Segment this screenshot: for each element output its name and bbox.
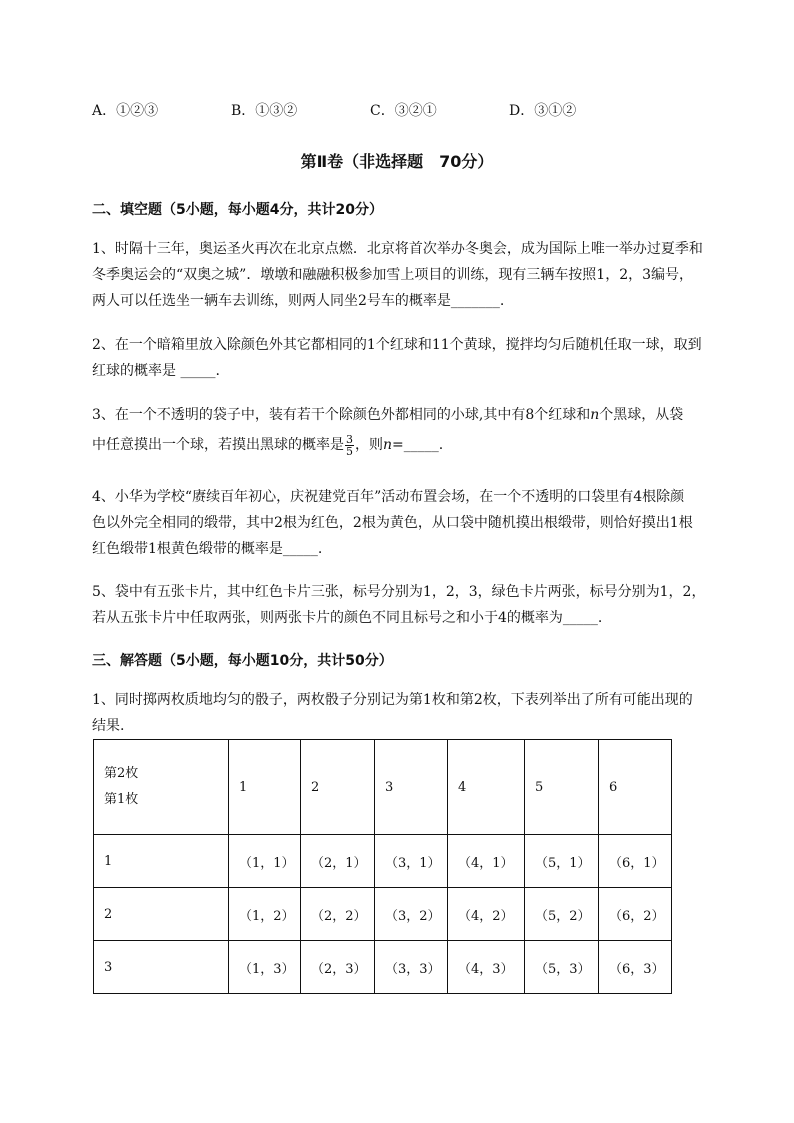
- table-cell: （3，1）: [375, 835, 448, 888]
- table-cell: （4，3）: [448, 941, 525, 994]
- table-cell: （1，1）: [229, 835, 301, 888]
- fill-q1-line1: 1、时隔十三年，奥运圣火再次在北京点燃．北京将首次举办冬奥会，成为国际上唯一举办过夏季和: [92, 241, 703, 257]
- fill-question-4: [92, 484, 712, 562]
- fill-question-1: [92, 236, 712, 314]
- table-cell: （5，3）: [525, 941, 599, 994]
- fill-q3-text-a: 3、在一个不透明的袋子中，装有若干个除颜色外都相同的小球,其中有8个红球和: [92, 407, 591, 423]
- probability-fraction: [345, 434, 354, 457]
- choice-d: D．③①②: [509, 103, 577, 119]
- table-row-label: 1: [94, 835, 229, 888]
- table-row: [94, 835, 672, 888]
- fill-q1-line2: 冬季奥运会的“双奥之城”．墩墩和融融积极参加雪上项目的训练，现有三辆车按照1，2，3编号，: [92, 267, 694, 283]
- fill-q4-line2: 色以外完全相同的缎带，其中2根为红色，2根为黄色，从口袋中随机摸出根缎带，则恰好摸出1根: [92, 515, 693, 531]
- table-header-cell: 3: [375, 740, 448, 835]
- table-cell: （1，3）: [229, 941, 301, 994]
- choice-c: C．③②①: [370, 103, 437, 119]
- table-cell: （5，2）: [525, 888, 599, 941]
- fill-q3-text-e: =_____.: [392, 437, 444, 453]
- table-header-row: [94, 740, 672, 835]
- fill-question-2: [92, 332, 712, 384]
- fill-q4-line1: 4、小华为学校“赓续百年初心，庆祝建党百年”活动布置会场，在一个不透明的口袋里有4根除颜: [92, 489, 685, 505]
- table-header-cell: 5: [525, 740, 599, 835]
- table-cell: （4，1）: [448, 835, 525, 888]
- answer-q1-line1: 1、同时掷两枚质地均匀的骰子，两枚骰子分别记为第1枚和第2枚，下表列举出了所有可能出现的: [92, 692, 693, 708]
- table-cell: （4，2）: [448, 888, 525, 941]
- table-row: [94, 941, 672, 994]
- table-cell: （6，1）: [599, 835, 672, 888]
- table-cell: （2，3）: [301, 941, 375, 994]
- corner-second-die: 第2枚: [104, 766, 139, 781]
- table-cell: （2，2）: [301, 888, 375, 941]
- fill-q3-line1: [92, 400, 712, 430]
- fill-q3-line2: [92, 430, 712, 460]
- variable-n: n: [590, 407, 600, 423]
- corner-first-die: 第1枚: [104, 792, 139, 807]
- answer-q1-line2: 结果.: [92, 718, 125, 734]
- fraction-denominator: 5: [346, 444, 353, 458]
- dice-outcome-table: [93, 739, 672, 994]
- fill-q3-text-d: ，则: [355, 437, 383, 453]
- table-header-cell: 6: [599, 740, 672, 835]
- fill-q4-line3: 红色缎带1根黄色缎带的概率是_____.: [92, 541, 323, 557]
- fill-q5-line1: 5、袋中有五张卡片，其中红色卡片三张，标号分别为1，2，3，绿色卡片两张，标号分别为1，2，: [92, 584, 706, 600]
- table-cell: （6，2）: [599, 888, 672, 941]
- table-header-cell: 2: [301, 740, 375, 835]
- part-title: 第Ⅱ卷（非选择题 70分）: [300, 152, 494, 171]
- table-header-cell: 4: [448, 740, 525, 835]
- fraction-numerator: 3: [346, 432, 353, 446]
- fill-question-5: [92, 579, 712, 631]
- answer-question-1: [92, 687, 712, 739]
- answer-section-heading: 三、解答题（5小题，每小题10分，共计50分）: [92, 653, 393, 669]
- table-cell: （2，1）: [301, 835, 375, 888]
- fill-q3-text-c: 中任意摸出一个球，若摸出黑球的概率是: [92, 437, 344, 453]
- table-row-label: 2: [94, 888, 229, 941]
- fill-question-3: [92, 400, 712, 460]
- table-row-label: 3: [94, 941, 229, 994]
- table-cell: （3，2）: [375, 888, 448, 941]
- table-corner-cell: [94, 740, 229, 835]
- table-cell: （5，1）: [525, 835, 599, 888]
- fill-q2-line1: 2、在一个暗箱里放入除颜色外其它都相同的1个红球和11个黄球，搅拌均匀后随机任取一球，取到: [92, 337, 702, 353]
- choice-a: A．①②③: [92, 103, 159, 119]
- table-row: [94, 888, 672, 941]
- variable-n: n: [383, 437, 393, 453]
- table-cell: （3，3）: [375, 941, 448, 994]
- table-cell: （1，2）: [229, 888, 301, 941]
- fill-q1-line3: 两人可以任选坐一辆车去训练，则两人同坐2号车的概率是_______.: [92, 293, 505, 309]
- fill-q5-line2: 若从五张卡片中任取两张，则两张卡片的颜色不同且标号之和小于4的概率为_____.: [92, 610, 603, 626]
- fill-q3-text-b: 个黑球，从袋: [599, 407, 684, 423]
- table-cell: （6，3）: [599, 941, 672, 994]
- table-header-cell: 1: [229, 740, 301, 835]
- fill-q2-line2: 红球的概率是 _____.: [92, 363, 220, 379]
- fill-section-heading: 二、填空题（5小题，每小题4分，共计20分）: [92, 202, 383, 218]
- choice-b: B．①③②: [231, 103, 298, 119]
